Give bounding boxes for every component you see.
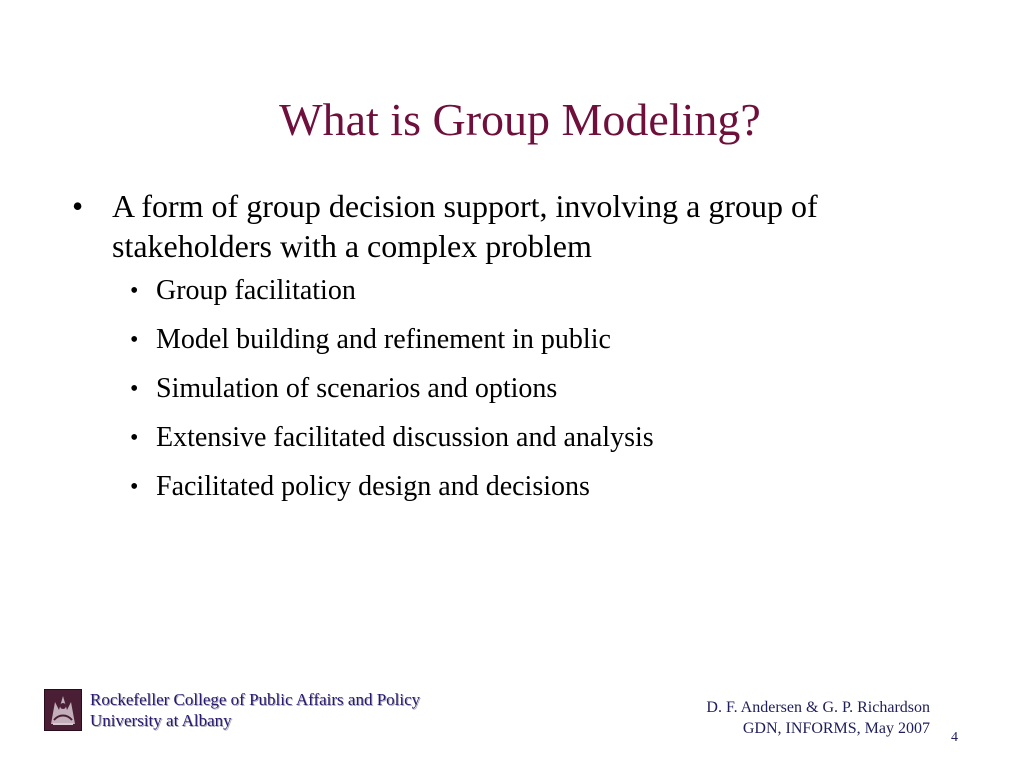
footer-institution xyxy=(44,689,420,733)
bullet-icon: • xyxy=(130,425,139,451)
bullet-item xyxy=(70,186,950,504)
sub-bullet-item xyxy=(112,470,950,504)
sub-bullet-text: Group facilitation xyxy=(156,275,356,306)
sub-bullet-text: Facilitated policy design and decisions xyxy=(156,471,590,502)
slide-title: What is Group Modeling? xyxy=(279,94,761,145)
college-name: Rockefeller College of Public Affairs and Policy xyxy=(90,690,421,709)
sub-bullet-item xyxy=(112,274,950,308)
sub-bullet-list xyxy=(112,274,950,504)
bullet-list xyxy=(70,186,950,519)
sub-bullet-item xyxy=(112,323,950,357)
bullet-icon: • xyxy=(130,376,139,402)
bullet-icon: • xyxy=(72,188,84,224)
bullet-icon: • xyxy=(130,474,139,500)
bullet-icon: • xyxy=(130,327,139,353)
sub-bullet-item xyxy=(112,372,950,406)
authors: D. F. Andersen & G. P. Richardson xyxy=(706,699,930,716)
sub-bullet-item xyxy=(112,421,950,455)
sub-bullet-text: Model building and refinement in public xyxy=(156,324,611,355)
institution-text xyxy=(90,689,420,731)
sub-bullet-text: Simulation of scenarios and options xyxy=(156,373,558,404)
sub-bullet-text: Extensive facilitated discussion and analysis xyxy=(156,422,654,453)
bullet-text: A form of group decision support, involving a group of stakeholders with a complex problem xyxy=(112,188,818,264)
event-date: GDN, INFORMS, May 2007 xyxy=(742,720,930,737)
slide-number: 4 xyxy=(951,730,958,745)
university-seal-icon xyxy=(44,689,82,731)
bullet-icon: • xyxy=(130,278,139,304)
university-name: University at Albany xyxy=(90,711,232,730)
footer-authors xyxy=(706,697,930,739)
